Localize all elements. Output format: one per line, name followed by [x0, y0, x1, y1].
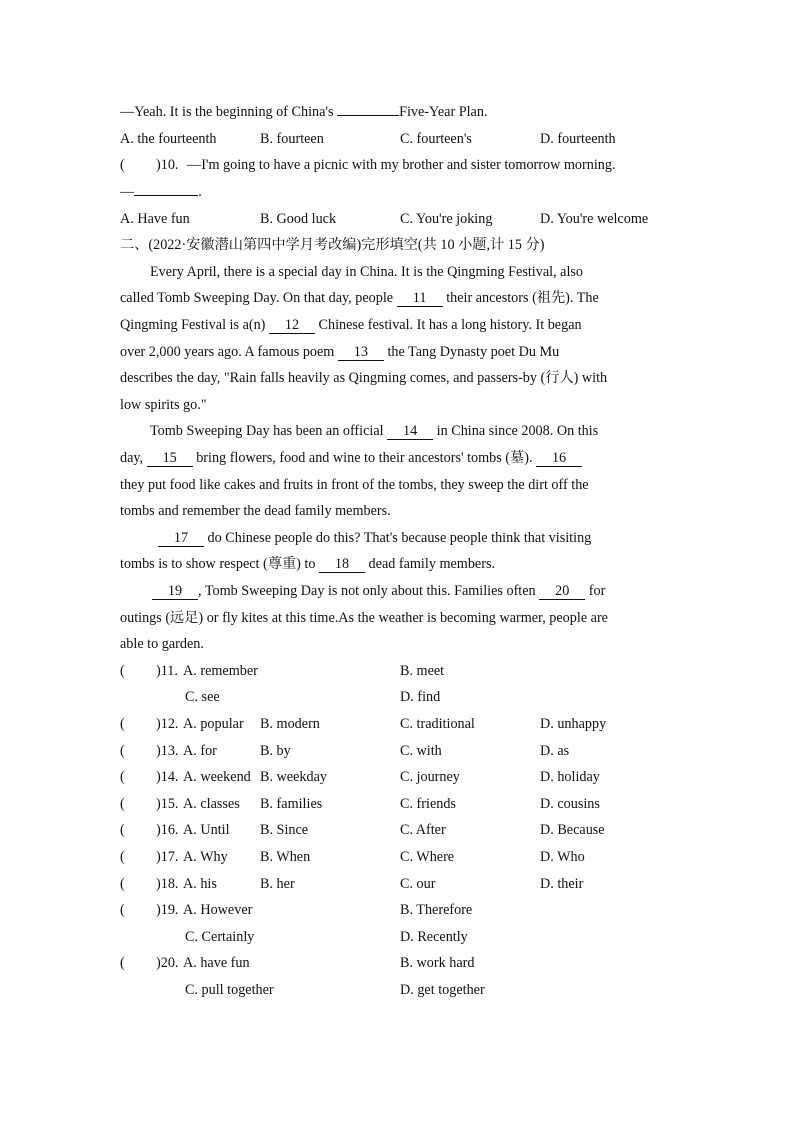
q9-option-b[interactable]: B. fourteen — [260, 131, 324, 147]
q10-prompt: —I'm going to have a picnic with my brother and sister tomorrow morning. — [187, 157, 616, 173]
answer-paren[interactable]: ( — [120, 769, 125, 785]
question-number: )15. — [156, 796, 179, 812]
option-c[interactable]: C. see — [185, 689, 220, 705]
q10-option-c[interactable]: C. You're joking — [400, 211, 493, 227]
q10-number: )10. — [156, 157, 179, 173]
option-b[interactable]: B. her — [260, 876, 295, 892]
question-number: )13. — [156, 743, 179, 759]
answer-paren[interactable]: ( — [120, 716, 125, 732]
option-d[interactable]: D. find — [400, 689, 441, 705]
option-b[interactable]: B. modern — [260, 716, 320, 732]
option-c[interactable]: C. friends — [400, 796, 456, 812]
q9-prompt: —Yeah. It is the beginning of China's Five-Year Plan. — [120, 104, 488, 120]
passage-line: tombs and remember the dead family members. — [120, 503, 391, 519]
answer-paren[interactable]: ( — [120, 955, 125, 971]
passage-line: Every April, there is a special day in China. It is the Qingming Festival, also — [150, 264, 584, 280]
passage-line: over 2,000 years ago. A famous poem 13 the Tang Dynasty poet Du Mu — [120, 344, 560, 360]
question-number: )17. — [156, 849, 179, 865]
question-number: )20. — [156, 955, 179, 971]
passage-line: low spirits go." — [120, 397, 207, 413]
option-a[interactable]: A. remember — [183, 663, 258, 679]
section-heading: 二、(2022·安徽潜山第四中学月考改编)完形填空(共 10 小题,计 15 分) — [120, 237, 545, 253]
option-c[interactable]: C. our — [400, 876, 436, 892]
option-d[interactable]: D. Because — [540, 822, 605, 838]
option-d[interactable]: D. their — [540, 876, 584, 892]
option-a[interactable]: A. for — [183, 743, 217, 759]
answer-paren[interactable]: ( — [120, 796, 125, 812]
blank-14[interactable]: 14 — [387, 424, 433, 440]
option-b[interactable]: B. Therefore — [400, 902, 473, 918]
passage-line: 19 , Tomb Sweeping Day is not only about this. Families often 20 for — [152, 582, 605, 600]
option-c[interactable]: C. pull together — [185, 982, 274, 998]
answer-paren[interactable]: ( — [120, 743, 125, 759]
option-a[interactable]: A. However — [183, 902, 253, 918]
question-number: )16. — [156, 822, 179, 838]
option-a[interactable]: A. have fun — [183, 955, 250, 971]
option-b[interactable]: B. Since — [260, 822, 309, 838]
q9-blank[interactable] — [337, 115, 399, 116]
passage-line: able to garden. — [120, 636, 204, 652]
passage-line: day, 15 bring flowers, food and wine to their ancestors' tombs (墓). 16 — [120, 449, 582, 467]
blank-20[interactable]: 20 — [539, 584, 585, 600]
option-d[interactable]: D. as — [540, 743, 570, 759]
question-number: )14. — [156, 769, 179, 785]
option-a[interactable]: A. Why — [183, 849, 228, 865]
blank-13[interactable]: 13 — [338, 345, 384, 361]
option-c[interactable]: C. Where — [400, 849, 455, 865]
blank-19[interactable]: 19 — [152, 584, 198, 600]
option-c[interactable]: C. traditional — [400, 716, 475, 732]
option-b[interactable]: B. by — [260, 743, 291, 759]
blank-11[interactable]: 11 — [397, 291, 443, 307]
question-number: )11. — [156, 663, 178, 679]
passage-line: Qingming Festival is a(n) 12 Chinese festival. It has a long history. It began — [120, 317, 582, 333]
option-b[interactable]: B. When — [260, 849, 311, 865]
option-a[interactable]: A. Until — [183, 822, 230, 838]
option-b[interactable]: B. work hard — [400, 955, 475, 971]
q10-reply: — . — [120, 184, 202, 200]
q10-paren[interactable]: ( — [120, 157, 125, 173]
answer-paren[interactable]: ( — [120, 849, 125, 865]
passage-line: describes the day, "Rain falls heavily as Qingming comes, and passers-by (行人) with — [120, 370, 608, 386]
answer-paren[interactable]: ( — [120, 902, 125, 918]
blank-15[interactable]: 15 — [147, 451, 193, 467]
option-a[interactable]: A. weekend — [183, 769, 251, 785]
answer-paren[interactable]: ( — [120, 663, 125, 679]
q10-option-b[interactable]: B. Good luck — [260, 211, 337, 227]
blank-18[interactable]: 18 — [319, 557, 365, 573]
option-c[interactable]: C. with — [400, 743, 442, 759]
q9-option-a[interactable]: A. the fourteenth — [120, 131, 217, 147]
passage-line: Tomb Sweeping Day has been an official 14 in China since 2008. On this — [150, 423, 599, 439]
option-c[interactable]: C. journey — [400, 769, 460, 785]
q9-option-d[interactable]: D. fourteenth — [540, 131, 616, 147]
question-number: )19. — [156, 902, 179, 918]
question-number: )18. — [156, 876, 179, 892]
option-d[interactable]: D. Recently — [400, 929, 468, 945]
option-c[interactable]: C. After — [400, 822, 446, 838]
option-b[interactable]: B. meet — [400, 663, 445, 679]
option-d[interactable]: D. Who — [540, 849, 585, 865]
option-a[interactable]: A. his — [183, 876, 217, 892]
option-b[interactable]: B. families — [260, 796, 323, 812]
answer-paren[interactable]: ( — [120, 822, 125, 838]
passage-line: 17 do Chinese people do this? That's because people think that visiting — [158, 529, 591, 547]
passage-line: tombs is to show respect (尊重) to 18 dead family members. — [120, 556, 496, 572]
blank-16[interactable]: 16 — [536, 451, 582, 467]
option-b[interactable]: B. weekday — [260, 769, 327, 785]
option-d[interactable]: D. unhappy — [540, 716, 607, 732]
q9-option-c[interactable]: C. fourteen's — [400, 131, 472, 147]
q10-option-a[interactable]: A. Have fun — [120, 211, 190, 227]
answer-paren[interactable]: ( — [120, 876, 125, 892]
blank-12[interactable]: 12 — [269, 318, 315, 334]
q10-option-d[interactable]: D. You're welcome — [540, 211, 649, 227]
question-number: )12. — [156, 716, 179, 732]
passage-line: outings (远足) or fly kites at this time.As the weather is becoming warmer, people are — [120, 610, 608, 626]
option-d[interactable]: D. holiday — [540, 769, 600, 785]
option-d[interactable]: D. get together — [400, 982, 485, 998]
passage-line: they put food like cakes and fruits in front of the tombs, they sweep the dirt off the — [120, 477, 589, 493]
q10-blank[interactable] — [134, 195, 198, 196]
option-a[interactable]: A. popular — [183, 716, 244, 732]
option-d[interactable]: D. cousins — [540, 796, 600, 812]
option-c[interactable]: C. Certainly — [185, 929, 255, 945]
blank-17[interactable]: 17 — [158, 531, 204, 547]
option-a[interactable]: A. classes — [183, 796, 240, 812]
passage-line: called Tomb Sweeping Day. On that day, people 11 their ancestors (祖先). The — [120, 290, 599, 306]
